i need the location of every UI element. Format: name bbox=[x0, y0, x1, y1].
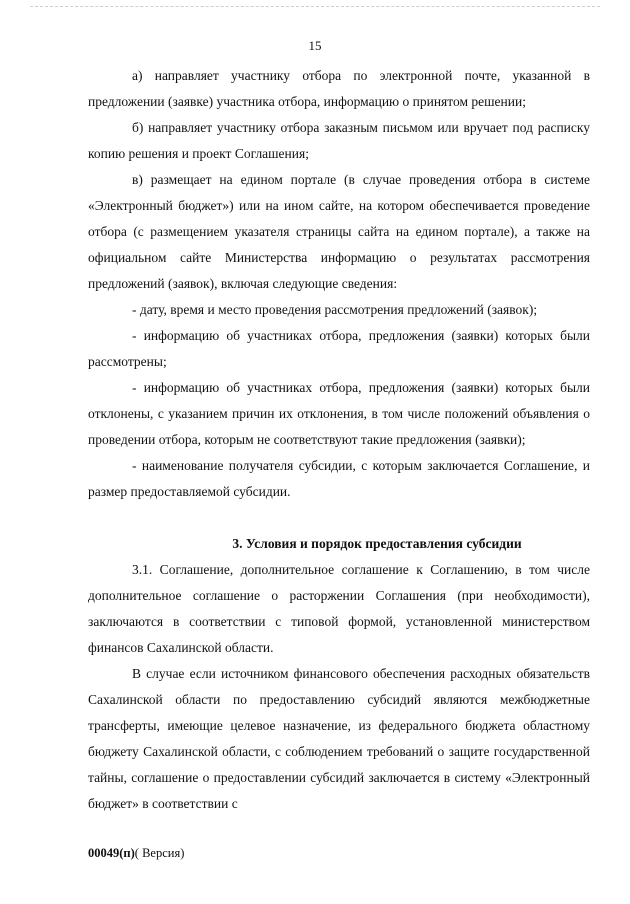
scan-edge-line bbox=[30, 6, 600, 7]
paragraph-3-1: 3.1. Соглашение, дополнительное соглашение к Соглашению, в том числе дополнительное соглашение о расторжении Соглашения (при необходимости), заключаются в соответствии с типовой формой, установленной министерством финансов Сахалинской области. bbox=[88, 562, 590, 655]
paragraph-b: б) направляет участнику отбора заказным письмом или вручает под расписку копию решения и проект Соглашения; bbox=[88, 120, 590, 161]
document-version: ( Версия) bbox=[134, 846, 185, 860]
list-item-date: - дату, время и место проведения рассмотрения предложений (заявок); bbox=[132, 302, 538, 317]
paragraph-case: В случае если источником финансового обеспечения расходных обязательств Сахалинской области по предоставлению субсидий являются межбюджетные трансферты, имеющие целевое назначение, из федерального бюджета областному бюджету Сахалинской области, с соблюдением требований о защите государственной тайны, соглашение о предоставлении субсидий заключается в систему «Электронный бюджет» в соответствии с bbox=[88, 666, 590, 811]
page-number: 15 bbox=[308, 38, 322, 53]
section-heading: 3. Условия и порядок предоставления субсидии bbox=[232, 536, 522, 551]
list-item-recipient: - наименование получателя субсидии, с которым заключается Соглашение, и размер предоставляемой субсидии. bbox=[88, 458, 590, 499]
list-item-considered: - информацию об участниках отбора, предложения (заявки) которых были рассмотрены; bbox=[88, 328, 590, 369]
document-code-number: 00049(п) bbox=[88, 846, 135, 860]
paragraph-a: а) направляет участнику отбора по электронной почте, указанной в предложении (заявке) участника отбора, информацию о принятом решении; bbox=[88, 68, 590, 109]
paragraph-v: в) размещает на едином портале (в случае проведения отбора в системе «Электронный бюджет») или на ином сайте, на котором обеспечивается проведение отбора (с размещением указателя страницы сайта на едином портале), а также на официальном сайте Министерства информацию о результатах рассмотрения предложений (заявок), включая следующие сведения: bbox=[88, 172, 590, 291]
document-body bbox=[88, 63, 590, 817]
list-item-rejected: - информацию об участниках отбора, предложения (заявки) которых были отклонены, с указанием причин их отклонения, в том числе положений объявления о проведении отбора, которым не соответствуют такие предложения (заявки); bbox=[88, 380, 590, 447]
document-code bbox=[88, 846, 184, 861]
section-spacer bbox=[88, 505, 590, 531]
